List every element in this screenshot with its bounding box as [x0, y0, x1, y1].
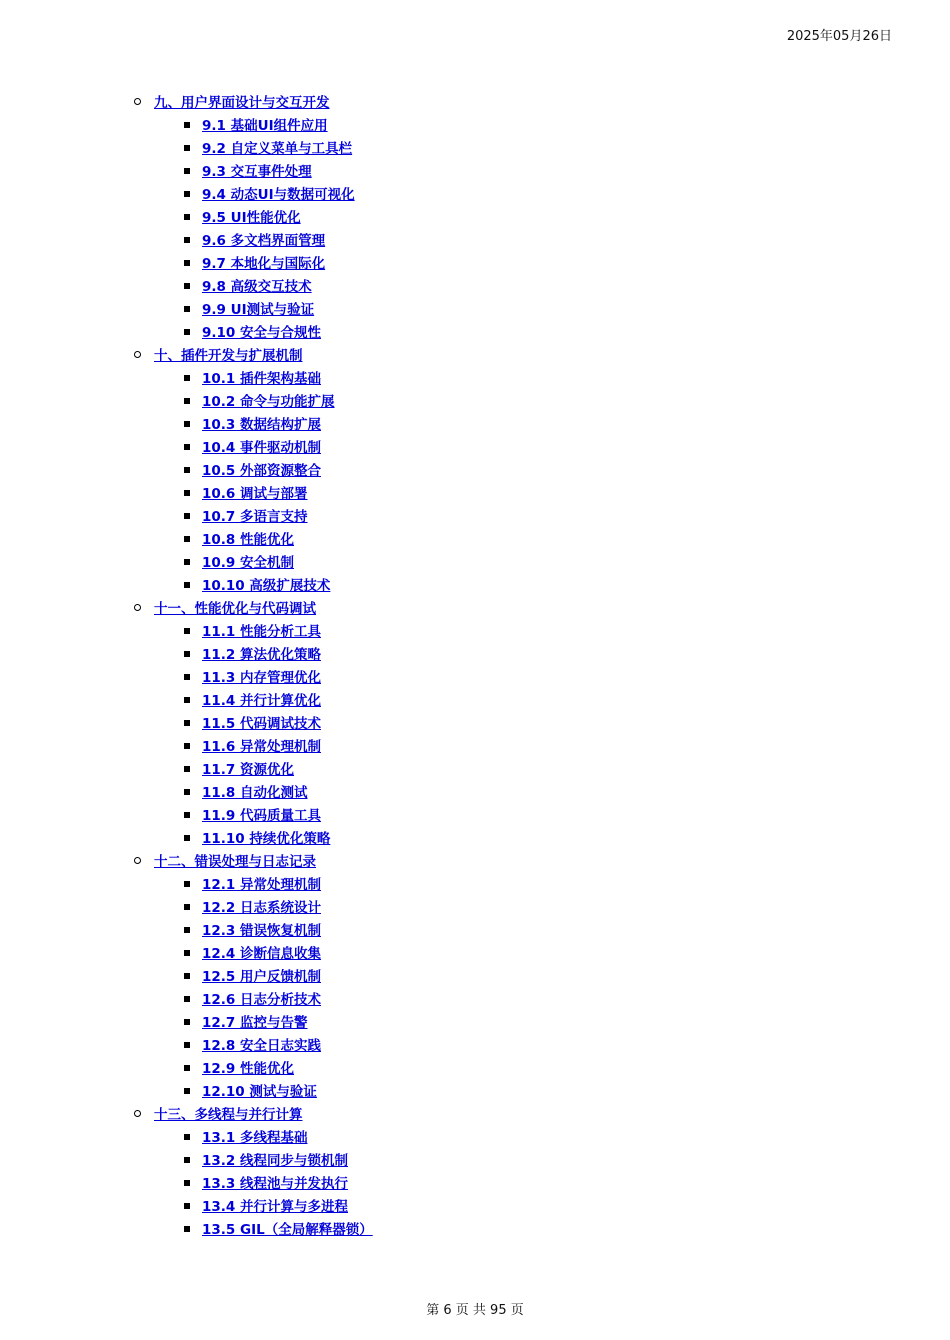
section-link[interactable]: 9.3 交互事件处理 [202, 164, 312, 180]
section-link[interactable]: 13.1 多线程基础 [202, 1130, 308, 1146]
square-bullet-icon [184, 1157, 190, 1163]
toc-chapter [0, 1104, 950, 1127]
toc-section [0, 115, 950, 138]
toc-chapter [0, 851, 950, 874]
section-link[interactable]: 9.8 高级交互技术 [202, 279, 312, 295]
toc-section [0, 1173, 950, 1196]
section-link[interactable]: 11.9 代码质量工具 [202, 808, 322, 824]
section-link[interactable]: 10.8 性能优化 [202, 532, 295, 548]
toc-section [0, 1150, 950, 1173]
section-link[interactable]: 10.10 高级扩展技术 [202, 578, 331, 594]
toc-section [0, 207, 950, 230]
toc-chapter [0, 345, 950, 368]
toc-section [0, 920, 950, 943]
square-bullet-icon [184, 237, 190, 243]
toc-section [0, 1219, 950, 1242]
section-link[interactable]: 11.1 性能分析工具 [202, 624, 322, 640]
square-bullet-icon [184, 927, 190, 933]
toc-section [0, 690, 950, 713]
square-bullet-icon [184, 651, 190, 657]
section-link[interactable]: 12.9 性能优化 [202, 1061, 295, 1077]
square-bullet-icon [184, 260, 190, 266]
chapter-link[interactable]: 九、用户界面设计与交互开发 [154, 95, 330, 111]
toc-section [0, 759, 950, 782]
section-link[interactable]: 9.5 UI性能优化 [202, 210, 301, 226]
toc-section [0, 552, 950, 575]
section-link[interactable]: 11.3 内存管理优化 [202, 670, 322, 686]
circle-bullet-icon [134, 857, 141, 864]
square-bullet-icon [184, 214, 190, 220]
section-link[interactable]: 9.10 安全与合规性 [202, 325, 322, 341]
toc-section [0, 667, 950, 690]
toc-section [0, 989, 950, 1012]
toc-section [0, 253, 950, 276]
chapter-link[interactable]: 十三、多线程与并行计算 [154, 1107, 303, 1123]
square-bullet-icon [184, 168, 190, 174]
square-bullet-icon [184, 1180, 190, 1186]
square-bullet-icon [184, 398, 190, 404]
toc-section [0, 391, 950, 414]
square-bullet-icon [184, 490, 190, 496]
section-link[interactable]: 12.4 诊断信息收集 [202, 946, 322, 962]
toc-section [0, 1058, 950, 1081]
toc-section [0, 322, 950, 345]
toc-section [0, 1035, 950, 1058]
square-bullet-icon [184, 697, 190, 703]
section-link[interactable]: 12.6 日志分析技术 [202, 992, 322, 1008]
toc-section [0, 1196, 950, 1219]
section-link[interactable]: 12.3 错误恢复机制 [202, 923, 322, 939]
section-link[interactable]: 9.2 自定义菜单与工具栏 [202, 141, 353, 157]
square-bullet-icon [184, 904, 190, 910]
square-bullet-icon [184, 743, 190, 749]
square-bullet-icon [184, 375, 190, 381]
square-bullet-icon [184, 145, 190, 151]
section-link[interactable]: 11.6 异常处理机制 [202, 739, 322, 755]
section-link[interactable]: 9.4 动态UI与数据可视化 [202, 187, 355, 203]
square-bullet-icon [184, 881, 190, 887]
circle-bullet-icon [134, 604, 141, 611]
square-bullet-icon [184, 789, 190, 795]
section-link[interactable]: 11.5 代码调试技术 [202, 716, 322, 732]
section-link[interactable]: 11.4 并行计算优化 [202, 693, 322, 709]
square-bullet-icon [184, 122, 190, 128]
toc-section [0, 1081, 950, 1104]
section-link[interactable]: 10.1 插件架构基础 [202, 371, 322, 387]
square-bullet-icon [184, 421, 190, 427]
section-link[interactable]: 13.2 线程同步与锁机制 [202, 1153, 349, 1169]
square-bullet-icon [184, 283, 190, 289]
toc-section [0, 1012, 950, 1035]
chapter-link[interactable]: 十二、错误处理与日志记录 [154, 854, 316, 870]
toc-section [0, 874, 950, 897]
toc-section [0, 230, 950, 253]
square-bullet-icon [184, 766, 190, 772]
toc-chapter [0, 92, 950, 115]
section-link[interactable]: 9.7 本地化与国际化 [202, 256, 326, 272]
square-bullet-icon [184, 835, 190, 841]
square-bullet-icon [184, 1042, 190, 1048]
square-bullet-icon [184, 973, 190, 979]
square-bullet-icon [184, 306, 190, 312]
toc-section [0, 161, 950, 184]
section-link[interactable]: 10.2 命令与功能扩展 [202, 394, 335, 410]
header-date: 2025年05月26日 [786, 29, 892, 44]
toc-section [0, 184, 950, 207]
section-link[interactable]: 13.5 GIL（全局解释器锁） [202, 1222, 373, 1238]
section-link[interactable]: 9.6 多文档界面管理 [202, 233, 326, 249]
toc-section [0, 805, 950, 828]
section-link[interactable]: 9.1 基础UI组件应用 [202, 118, 328, 134]
section-link[interactable]: 9.9 UI测试与验证 [202, 302, 315, 318]
section-link[interactable]: 12.5 用户反馈机制 [202, 969, 322, 985]
toc-section [0, 437, 950, 460]
section-link[interactable]: 12.8 安全日志实践 [202, 1038, 322, 1054]
square-bullet-icon [184, 444, 190, 450]
square-bullet-icon [184, 1134, 190, 1140]
section-link[interactable]: 11.2 算法优化策略 [202, 647, 322, 663]
toc-section [0, 138, 950, 161]
square-bullet-icon [184, 513, 190, 519]
square-bullet-icon [184, 1088, 190, 1094]
square-bullet-icon [184, 582, 190, 588]
chapter-link[interactable]: 十一、性能优化与代码调试 [154, 601, 316, 617]
toc-section [0, 460, 950, 483]
square-bullet-icon [184, 1203, 190, 1209]
square-bullet-icon [184, 467, 190, 473]
square-bullet-icon [184, 191, 190, 197]
toc-section [0, 1127, 950, 1150]
section-link[interactable]: 10.9 安全机制 [202, 555, 295, 571]
square-bullet-icon [184, 950, 190, 956]
square-bullet-icon [184, 628, 190, 634]
square-bullet-icon [184, 812, 190, 818]
toc-section [0, 782, 950, 805]
section-link[interactable]: 10.6 调试与部署 [202, 486, 308, 502]
toc-section [0, 736, 950, 759]
section-link[interactable]: 11.7 资源优化 [202, 762, 295, 778]
section-link[interactable]: 10.7 多语言支持 [202, 509, 308, 525]
square-bullet-icon [184, 559, 190, 565]
toc-section [0, 621, 950, 644]
toc-section [0, 966, 950, 989]
section-link[interactable]: 13.3 线程池与并发执行 [202, 1176, 349, 1192]
chapter-link[interactable]: 十、插件开发与扩展机制 [154, 348, 303, 364]
toc-chapter [0, 598, 950, 621]
toc-section [0, 644, 950, 667]
square-bullet-icon [184, 1019, 190, 1025]
square-bullet-icon [184, 720, 190, 726]
section-link[interactable]: 12.7 监控与告警 [202, 1015, 308, 1031]
toc-section [0, 943, 950, 966]
toc-section [0, 897, 950, 920]
toc-section [0, 368, 950, 391]
section-link[interactable]: 13.4 并行计算与多进程 [202, 1199, 349, 1215]
square-bullet-icon [184, 536, 190, 542]
toc-section [0, 575, 950, 598]
square-bullet-icon [184, 674, 190, 680]
square-bullet-icon [184, 1065, 190, 1071]
toc-section [0, 299, 950, 322]
toc-section [0, 483, 950, 506]
circle-bullet-icon [134, 98, 141, 105]
toc-section [0, 529, 950, 552]
toc-list [0, 92, 950, 1242]
circle-bullet-icon [134, 351, 141, 358]
section-link[interactable]: 12.10 测试与验证 [202, 1084, 317, 1100]
circle-bullet-icon [134, 1110, 141, 1117]
toc-section [0, 414, 950, 437]
toc-section [0, 828, 950, 851]
section-link[interactable]: 11.10 持续优化策略 [202, 831, 331, 847]
square-bullet-icon [184, 1226, 190, 1232]
toc-section [0, 276, 950, 299]
section-link[interactable]: 10.3 数据结构扩展 [202, 417, 322, 433]
section-link[interactable]: 10.5 外部资源整合 [202, 463, 322, 479]
page-number-footer: 第 6 页 共 95 页 [426, 1303, 524, 1318]
section-link[interactable]: 11.8 自动化测试 [202, 785, 308, 801]
section-link[interactable]: 12.1 异常处理机制 [202, 877, 322, 893]
toc-section [0, 713, 950, 736]
table-of-contents [0, 92, 950, 1242]
section-link[interactable]: 12.2 日志系统设计 [202, 900, 322, 916]
square-bullet-icon [184, 329, 190, 335]
section-link[interactable]: 10.4 事件驱动机制 [202, 440, 322, 456]
square-bullet-icon [184, 996, 190, 1002]
toc-section [0, 506, 950, 529]
